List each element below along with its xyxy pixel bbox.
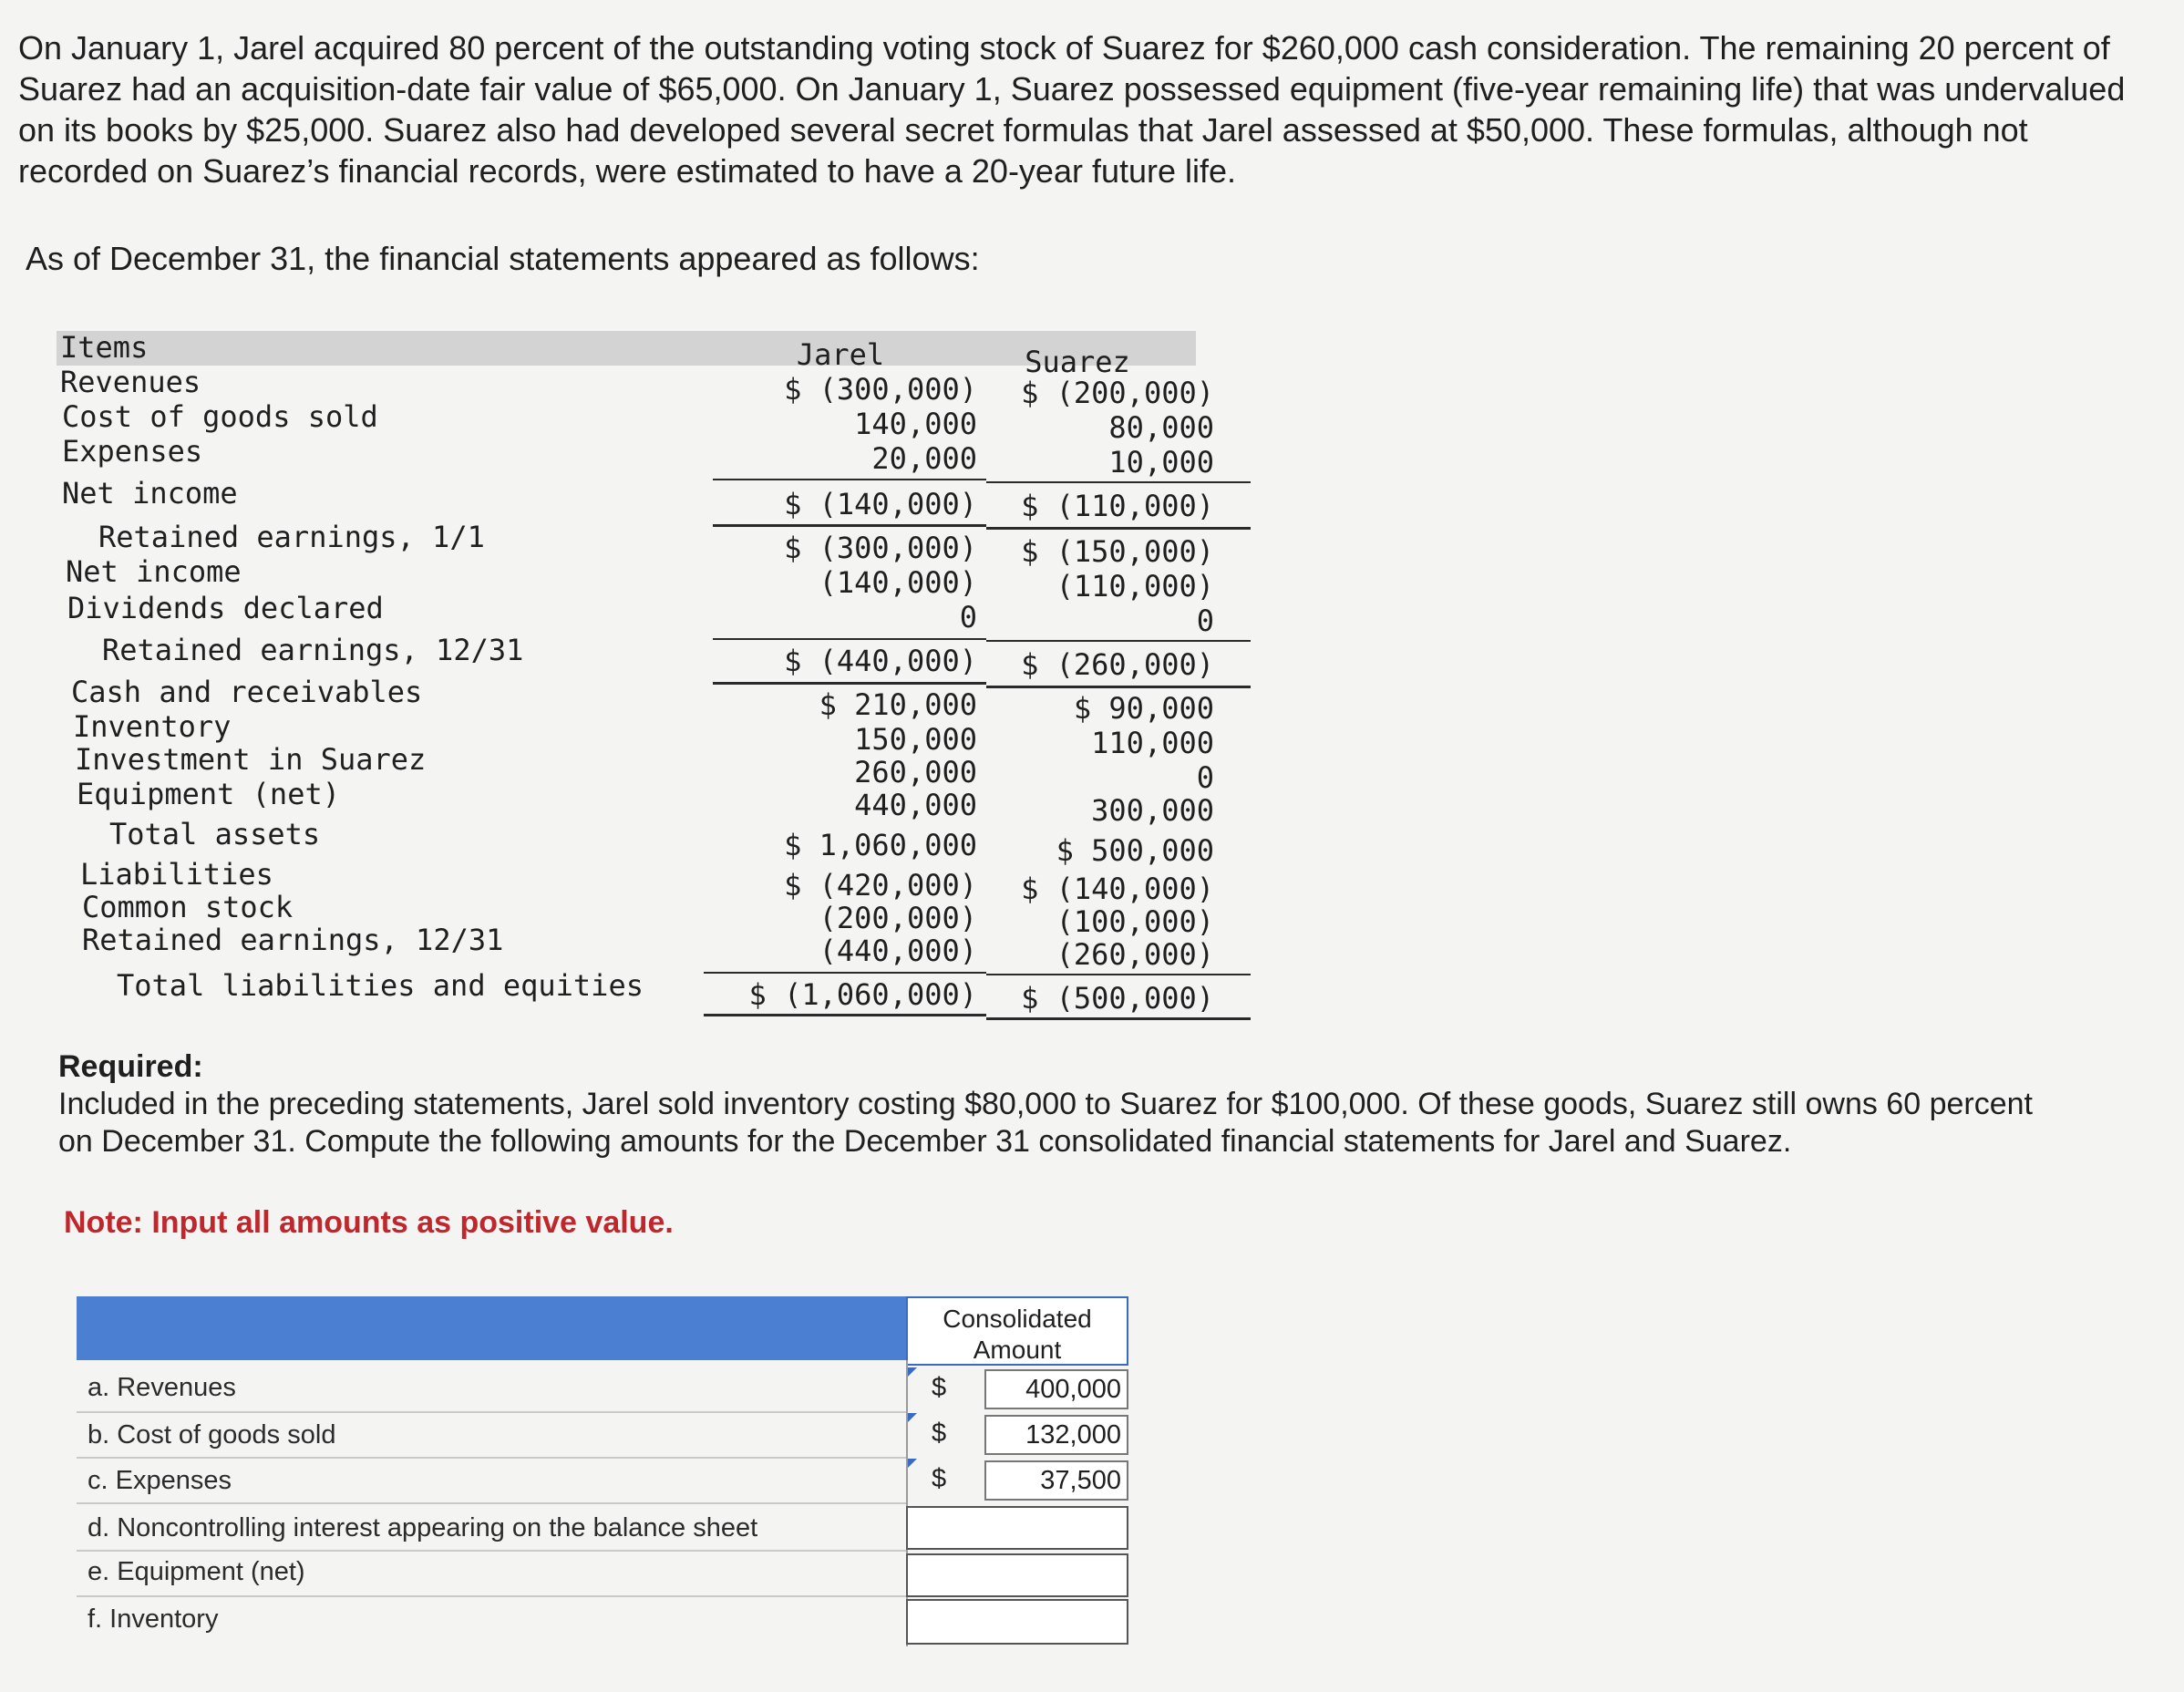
answer-row-cogs — [77, 1411, 906, 1459]
dollar-sign: $ — [932, 1373, 947, 1402]
total-rule — [986, 527, 1251, 530]
dropdown-marker — [908, 1367, 917, 1377]
problem-intro: On January 1, Jarel acquired 80 percent of the outstanding voting stock of Suarez for $260,000 cash consideration. The remaining 20 percent of Suarez had an acquisition-date fair value of $65,000. On January 1, Suarez possessed equipment (five-year remaining life) that was undervalued on its books by $25,000. Suarez also had developed several secret formulas that Jarel assessed at $50,000. These formulas, although not recorded on Suarez’s financial records, were estimated to have a 20-year future life. — [18, 29, 2126, 190]
jarel-value: (440,000) — [819, 934, 977, 968]
jarel-value: $ 210,000 — [819, 687, 977, 722]
answer-table — [77, 1296, 1130, 1646]
suarez-value: $ 500,000 — [1056, 833, 1214, 868]
jarel-value: $ (420,000) — [784, 868, 977, 903]
suarez-value: (100,000) — [1056, 904, 1214, 939]
row-label: Net income — [66, 554, 242, 589]
total-rule — [713, 682, 986, 685]
total-rule — [713, 524, 986, 527]
suarez-value: $ (500,000) — [1021, 981, 1214, 1016]
jarel-value: (140,000) — [819, 565, 977, 600]
subtotal-rule — [713, 638, 986, 640]
header-jarel: Jarel — [796, 337, 885, 372]
financial-statements — [57, 328, 1214, 1030]
inventory-input[interactable] — [906, 1599, 1128, 1645]
header-line-1: Consolidated — [943, 1305, 1092, 1333]
total-rule — [986, 686, 1251, 688]
header-items: Items — [60, 330, 149, 365]
row-label: Dividends declared — [67, 591, 384, 625]
revenues-input[interactable]: 400,000 — [984, 1369, 1128, 1409]
row-label: Investment in Suarez — [75, 742, 427, 777]
dropdown-marker — [908, 1413, 917, 1422]
required-text: Included in the preceding statements, Jarel sold inventory costing $80,000 to Suarez for $100,000. Of these goods, Suarez still owns 60 percent on December 31. Compute the following amounts for the December 31 consolidated financial statements for Jarel and Suarez. — [58, 1087, 2033, 1159]
row-label: Common stock — [82, 890, 294, 924]
header-line-2: Amount — [973, 1336, 1062, 1364]
answer-row-equipment — [77, 1550, 906, 1597]
subtotal-rule — [986, 640, 1251, 642]
row-label: Cost of goods sold — [62, 399, 378, 434]
subtotal-rule — [986, 974, 1251, 975]
required-heading: Required: — [58, 1049, 203, 1084]
jarel-value: 150,000 — [854, 722, 977, 757]
jarel-value: $ (140,000) — [784, 487, 977, 521]
total-rule — [986, 1017, 1251, 1020]
jarel-value: 0 — [959, 600, 977, 634]
expenses-input[interactable]: 37,500 — [984, 1460, 1128, 1501]
row-label: Revenues — [60, 365, 201, 399]
jarel-value: $ (300,000) — [784, 372, 977, 407]
jarel-value: 140,000 — [854, 407, 977, 441]
dropdown-marker — [908, 1459, 917, 1468]
suarez-value: $ (260,000) — [1021, 647, 1214, 682]
total-rule — [704, 1014, 986, 1016]
suarez-value: (260,000) — [1056, 937, 1214, 972]
row-label: f. Inventory — [88, 1604, 219, 1634]
answer-row-nci — [77, 1502, 906, 1552]
suarez-value: 80,000 — [1108, 410, 1214, 445]
row-label: Retained earnings, 12/31 — [102, 633, 524, 667]
subtotal-rule — [704, 972, 986, 974]
jarel-value: $ (1,060,000) — [748, 977, 977, 1012]
suarez-value: $ (150,000) — [1021, 534, 1214, 569]
row-label: Net income — [62, 476, 238, 511]
jarel-value: 440,000 — [854, 788, 977, 822]
subtotal-rule — [713, 479, 986, 480]
subtotal-rule — [986, 481, 1251, 483]
row-label: Retained earnings, 12/31 — [82, 923, 504, 957]
row-label: Total assets — [109, 817, 321, 851]
suarez-value: 300,000 — [1091, 793, 1214, 828]
jarel-value: $ (440,000) — [784, 644, 977, 678]
suarez-value: $ 90,000 — [1073, 691, 1214, 726]
as-of-text: As of December 31, the financial statements appeared as follows: — [26, 240, 980, 277]
row-label: b. Cost of goods sold — [88, 1420, 336, 1450]
answer-row-expenses — [77, 1457, 906, 1504]
suarez-value: $ (200,000) — [1021, 376, 1214, 410]
row-label: Expenses — [62, 434, 203, 469]
row-label: d. Noncontrolling interest appearing on the balance sheet — [88, 1513, 758, 1542]
jarel-value: 20,000 — [871, 441, 977, 476]
nci-input[interactable] — [906, 1506, 1128, 1550]
suarez-value: 110,000 — [1091, 726, 1214, 760]
suarez-value: $ (140,000) — [1021, 872, 1214, 906]
note-text: Note: Input all amounts as positive value. — [64, 1205, 674, 1240]
row-label: Total liabilities and equities — [117, 968, 644, 1003]
answer-row-inventory — [77, 1595, 906, 1645]
answer-row-revenues — [77, 1366, 906, 1413]
row-label: a. Revenues — [88, 1373, 236, 1402]
equipment-input[interactable] — [906, 1553, 1128, 1597]
suarez-value: 0 — [1196, 604, 1214, 638]
row-label: Retained earnings, 1/1 — [98, 520, 485, 554]
dollar-sign: $ — [932, 1419, 947, 1448]
jarel-value: $ 1,060,000 — [784, 828, 977, 862]
row-label: Liabilities — [80, 857, 273, 892]
jarel-value: $ (300,000) — [784, 531, 977, 565]
row-label: Cash and receivables — [71, 675, 423, 709]
row-label: c. Expenses — [88, 1466, 232, 1495]
row-label: Equipment (net) — [77, 777, 340, 811]
cogs-input[interactable]: 132,000 — [984, 1415, 1128, 1455]
suarez-value: (110,000) — [1056, 569, 1214, 604]
suarez-value: 10,000 — [1108, 445, 1214, 480]
row-label: e. Equipment (net) — [88, 1557, 305, 1586]
suarez-value: $ (110,000) — [1021, 489, 1214, 523]
jarel-value: (200,000) — [819, 901, 977, 935]
suarez-value: 0 — [1196, 760, 1214, 795]
row-label: Inventory — [73, 709, 232, 744]
consolidated-amount-header — [906, 1304, 1128, 1366]
dollar-sign: $ — [932, 1464, 947, 1493]
required-section — [58, 1048, 2064, 1161]
answer-header-bar — [77, 1296, 906, 1360]
jarel-value: 260,000 — [854, 755, 977, 789]
header-suarez: Suarez — [1025, 345, 1130, 379]
